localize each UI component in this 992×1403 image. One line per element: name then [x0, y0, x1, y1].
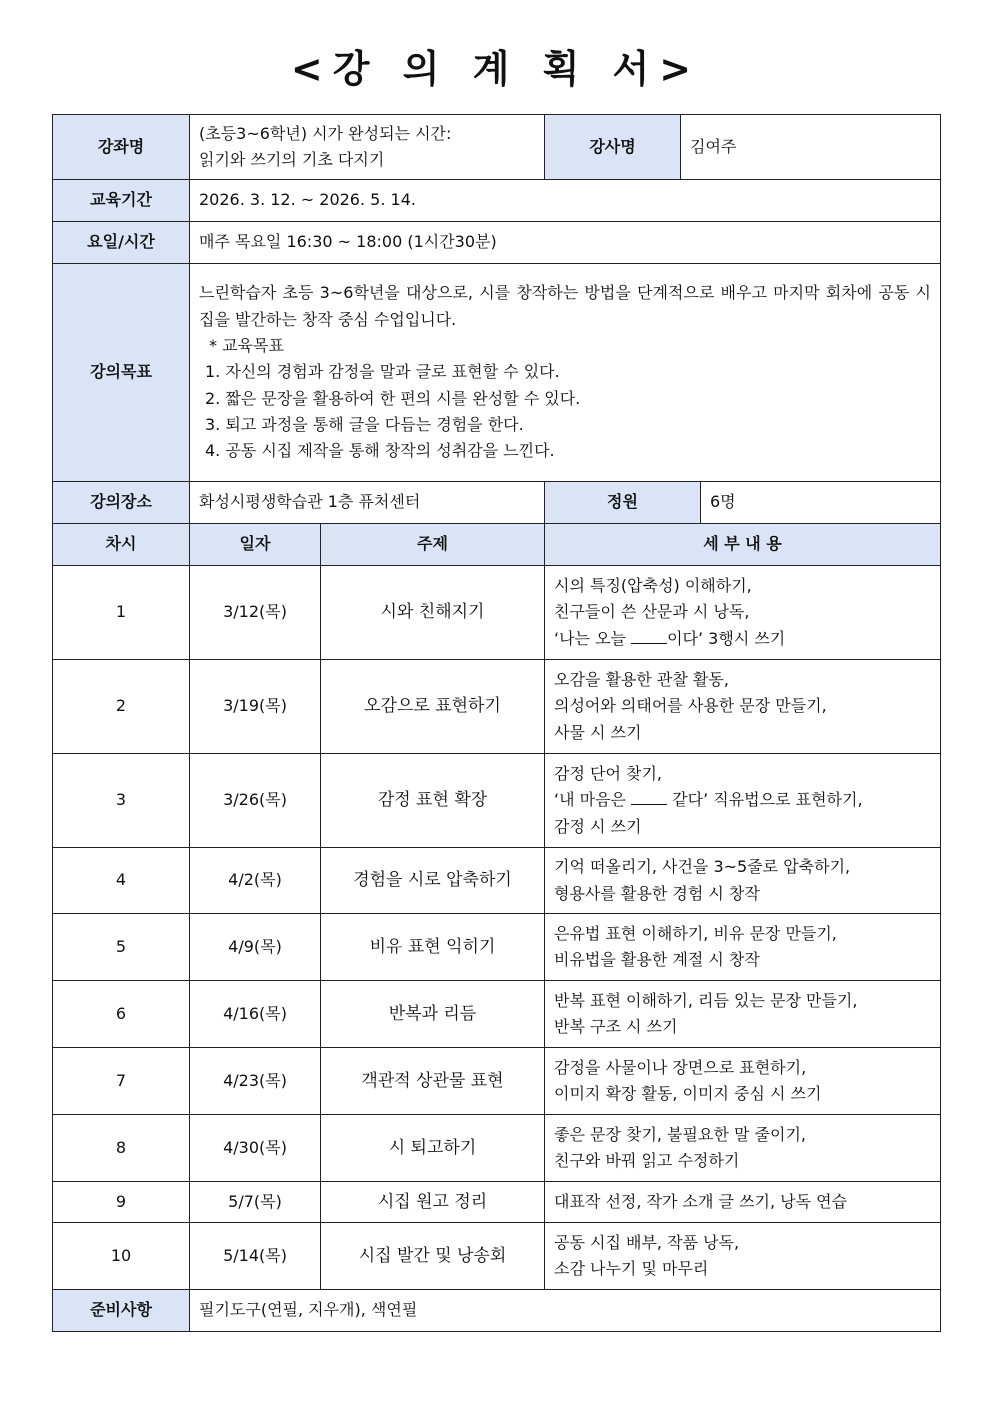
goal-item: 3. 퇴고 과정을 통해 글을 다듬는 경험을 한다.: [205, 415, 524, 435]
detail-line: 비유법을 활용한 계절 시 창작: [554, 950, 760, 969]
schedule-label: 요일/시간: [53, 222, 190, 264]
detail-line: 기억 떠올리기, 사건을 3~5줄로 압축하기,: [554, 857, 851, 877]
session-no: 1: [53, 566, 190, 660]
session-date: 4/9(목): [190, 914, 321, 981]
session-topic: 반복과 리듬: [321, 981, 545, 1048]
detail-line: 은유법 표현 이해하기, 비유 문장 만들기,: [554, 923, 837, 943]
detail-line: 좋은 문장 찾기, 불필요한 말 줄이기,: [554, 1124, 806, 1144]
goal-heading: * 교육목표: [209, 335, 284, 355]
course-name: [190, 115, 545, 180]
session-date: 4/30(목): [190, 1115, 321, 1182]
session-details: [545, 981, 941, 1048]
col-header-session: 차시: [53, 524, 190, 566]
prep-label: 준비사항: [53, 1290, 190, 1332]
goal-item: 2. 짧은 문장을 활용하여 한 편의 시를 완성할 수 있다.: [205, 388, 581, 408]
session-topic: 오감으로 표현하기: [321, 660, 545, 754]
lecture-plan-table: [52, 114, 941, 1332]
course-label: 강좌명: [53, 115, 190, 180]
detail-fragment: 같다’ 직유법으로 표현하기,: [667, 790, 863, 810]
table-row: [53, 1182, 941, 1223]
fill-in-blank: [631, 631, 667, 644]
session-topic: 경험을 시로 압축하기: [321, 848, 545, 914]
goal-intro: 느린학습자 초등 3~6학년을 대상으로, 시를 창작하는 방법을 단계적으로 배우고 마지막 회차에 공동 시집을 발간하는 창작 중심 수업입니다.: [199, 283, 931, 329]
detail-line: 의성어와 의태어를 사용한 문장 만들기,: [554, 696, 827, 716]
capacity-value: 6명: [701, 482, 941, 524]
table-row: [53, 1223, 941, 1290]
venue-value: 화성시평생학습관 1층 퓨처센터: [190, 482, 545, 524]
session-details: [545, 566, 941, 660]
table-row: [53, 848, 941, 914]
detail-line: 대표작 선정, 작가 소개 글 쓰기, 낭독 연습: [554, 1191, 848, 1211]
detail-line: 오감을 활용한 관찰 활동,: [554, 669, 729, 689]
detail-fragment: ‘내 마음은: [554, 790, 632, 810]
column-header-row: [53, 524, 941, 566]
course-name-line-1: (초등3~6학년) 시가 완성되는 시간:: [199, 123, 452, 143]
session-details: [545, 1048, 941, 1115]
goal-row: [53, 264, 941, 482]
table-row: [53, 754, 941, 848]
table-row: [53, 914, 941, 981]
session-date: 4/23(목): [190, 1048, 321, 1115]
instructor-name: 김여주: [681, 115, 941, 180]
session-no: 4: [53, 848, 190, 914]
instructor-label: 강사명: [545, 115, 681, 180]
detail-line: 소감 나누기 및 마무리: [554, 1259, 709, 1278]
prep-row: [53, 1290, 941, 1332]
detail-line: 친구와 바꿔 읽고 수정하기: [554, 1151, 740, 1170]
detail-line: [554, 787, 931, 813]
table-row: [53, 566, 941, 660]
session-topic: 시 퇴고하기: [321, 1115, 545, 1182]
session-date: 3/26(목): [190, 754, 321, 848]
detail-line: 감정 시 쓰기: [554, 816, 642, 836]
goal-label: 강의목표: [53, 264, 190, 482]
detail-line: 친구들이 쓴 산문과 시 낭독,: [554, 602, 750, 622]
prep-value: 필기도구(연필, 지우개), 색연필: [190, 1290, 941, 1332]
table-row: [53, 1115, 941, 1182]
venue-row: [53, 482, 941, 524]
session-no: 3: [53, 754, 190, 848]
col-header-date: 일자: [190, 524, 321, 566]
detail-line: 감정을 사물이나 장면으로 표현하기,: [554, 1057, 807, 1077]
session-no: 5: [53, 914, 190, 981]
col-header-details: 세 부 내 용: [545, 524, 941, 566]
course-name-line-2: 읽기와 쓰기의 기초 다지기: [199, 150, 385, 169]
session-details: [545, 1182, 941, 1223]
session-date: 5/14(목): [190, 1223, 321, 1290]
detail-line: 공동 시집 배부, 작품 낭독,: [554, 1232, 740, 1252]
detail-line: 반복 표현 이해하기, 리듬 있는 문장 만들기,: [554, 990, 858, 1010]
page-title: <강 의 계 획 서>: [290, 47, 702, 91]
detail-fragment: ‘나는 오늘: [554, 628, 632, 648]
course-row: [53, 115, 941, 180]
session-no: 9: [53, 1182, 190, 1223]
session-date: 4/16(목): [190, 981, 321, 1048]
session-topic: 시집 발간 및 낭송회: [321, 1223, 545, 1290]
schedule-row: [53, 222, 941, 264]
session-date: 3/12(목): [190, 566, 321, 660]
session-details: [545, 914, 941, 981]
session-date: 5/7(목): [190, 1182, 321, 1223]
detail-line: 시의 특징(압축성) 이해하기,: [554, 575, 752, 595]
session-date: 4/2(목): [190, 848, 321, 914]
session-details: [545, 754, 941, 848]
session-details: [545, 1223, 941, 1290]
session-no: 8: [53, 1115, 190, 1182]
detail-line: 사물 시 쓰기: [554, 722, 642, 742]
session-topic: 감정 표현 확장: [321, 754, 545, 848]
detail-line: [554, 626, 931, 652]
col-header-topic: 주제: [321, 524, 545, 566]
period-row: [53, 180, 941, 222]
table-row: [53, 981, 941, 1048]
goal-item: 1. 자신의 경험과 감정을 말과 글로 표현할 수 있다.: [205, 362, 560, 382]
session-topic: 시집 원고 정리: [321, 1182, 545, 1223]
session-details: [545, 848, 941, 914]
session-details: [545, 660, 941, 754]
period-value: 2026. 3. 12. ~ 2026. 5. 14.: [190, 180, 941, 222]
session-no: 6: [53, 981, 190, 1048]
goal-item: 4. 공동 시집 제작을 통해 창작의 성취감을 느낀다.: [205, 441, 555, 461]
session-no: 10: [53, 1223, 190, 1290]
session-no: 7: [53, 1048, 190, 1115]
detail-line: 반복 구조 시 쓰기: [554, 1017, 678, 1036]
capacity-label: 정원: [545, 482, 701, 524]
session-topic: 객관적 상관물 표현: [321, 1048, 545, 1115]
detail-line: 이미지 확장 활동, 이미지 중심 시 쓰기: [554, 1084, 822, 1103]
detail-fragment: 이다’ 3행시 쓰기: [667, 628, 786, 648]
session-date: 3/19(목): [190, 660, 321, 754]
fill-in-blank: [631, 792, 667, 805]
session-topic: 비유 표현 익히기: [321, 914, 545, 981]
detail-line: 감정 단어 찾기,: [554, 763, 662, 783]
venue-label: 강의장소: [53, 482, 190, 524]
table-row: [53, 660, 941, 754]
session-no: 2: [53, 660, 190, 754]
table-row: [53, 1048, 941, 1115]
session-details: [545, 1115, 941, 1182]
goal-content: [190, 264, 941, 482]
session-topic: 시와 친해지기: [321, 566, 545, 660]
period-label: 교육기간: [53, 180, 190, 222]
schedule-value: 매주 목요일 16:30 ~ 18:00 (1시간30분): [190, 222, 941, 264]
detail-line: 형용사를 활용한 경험 시 창작: [554, 883, 760, 903]
